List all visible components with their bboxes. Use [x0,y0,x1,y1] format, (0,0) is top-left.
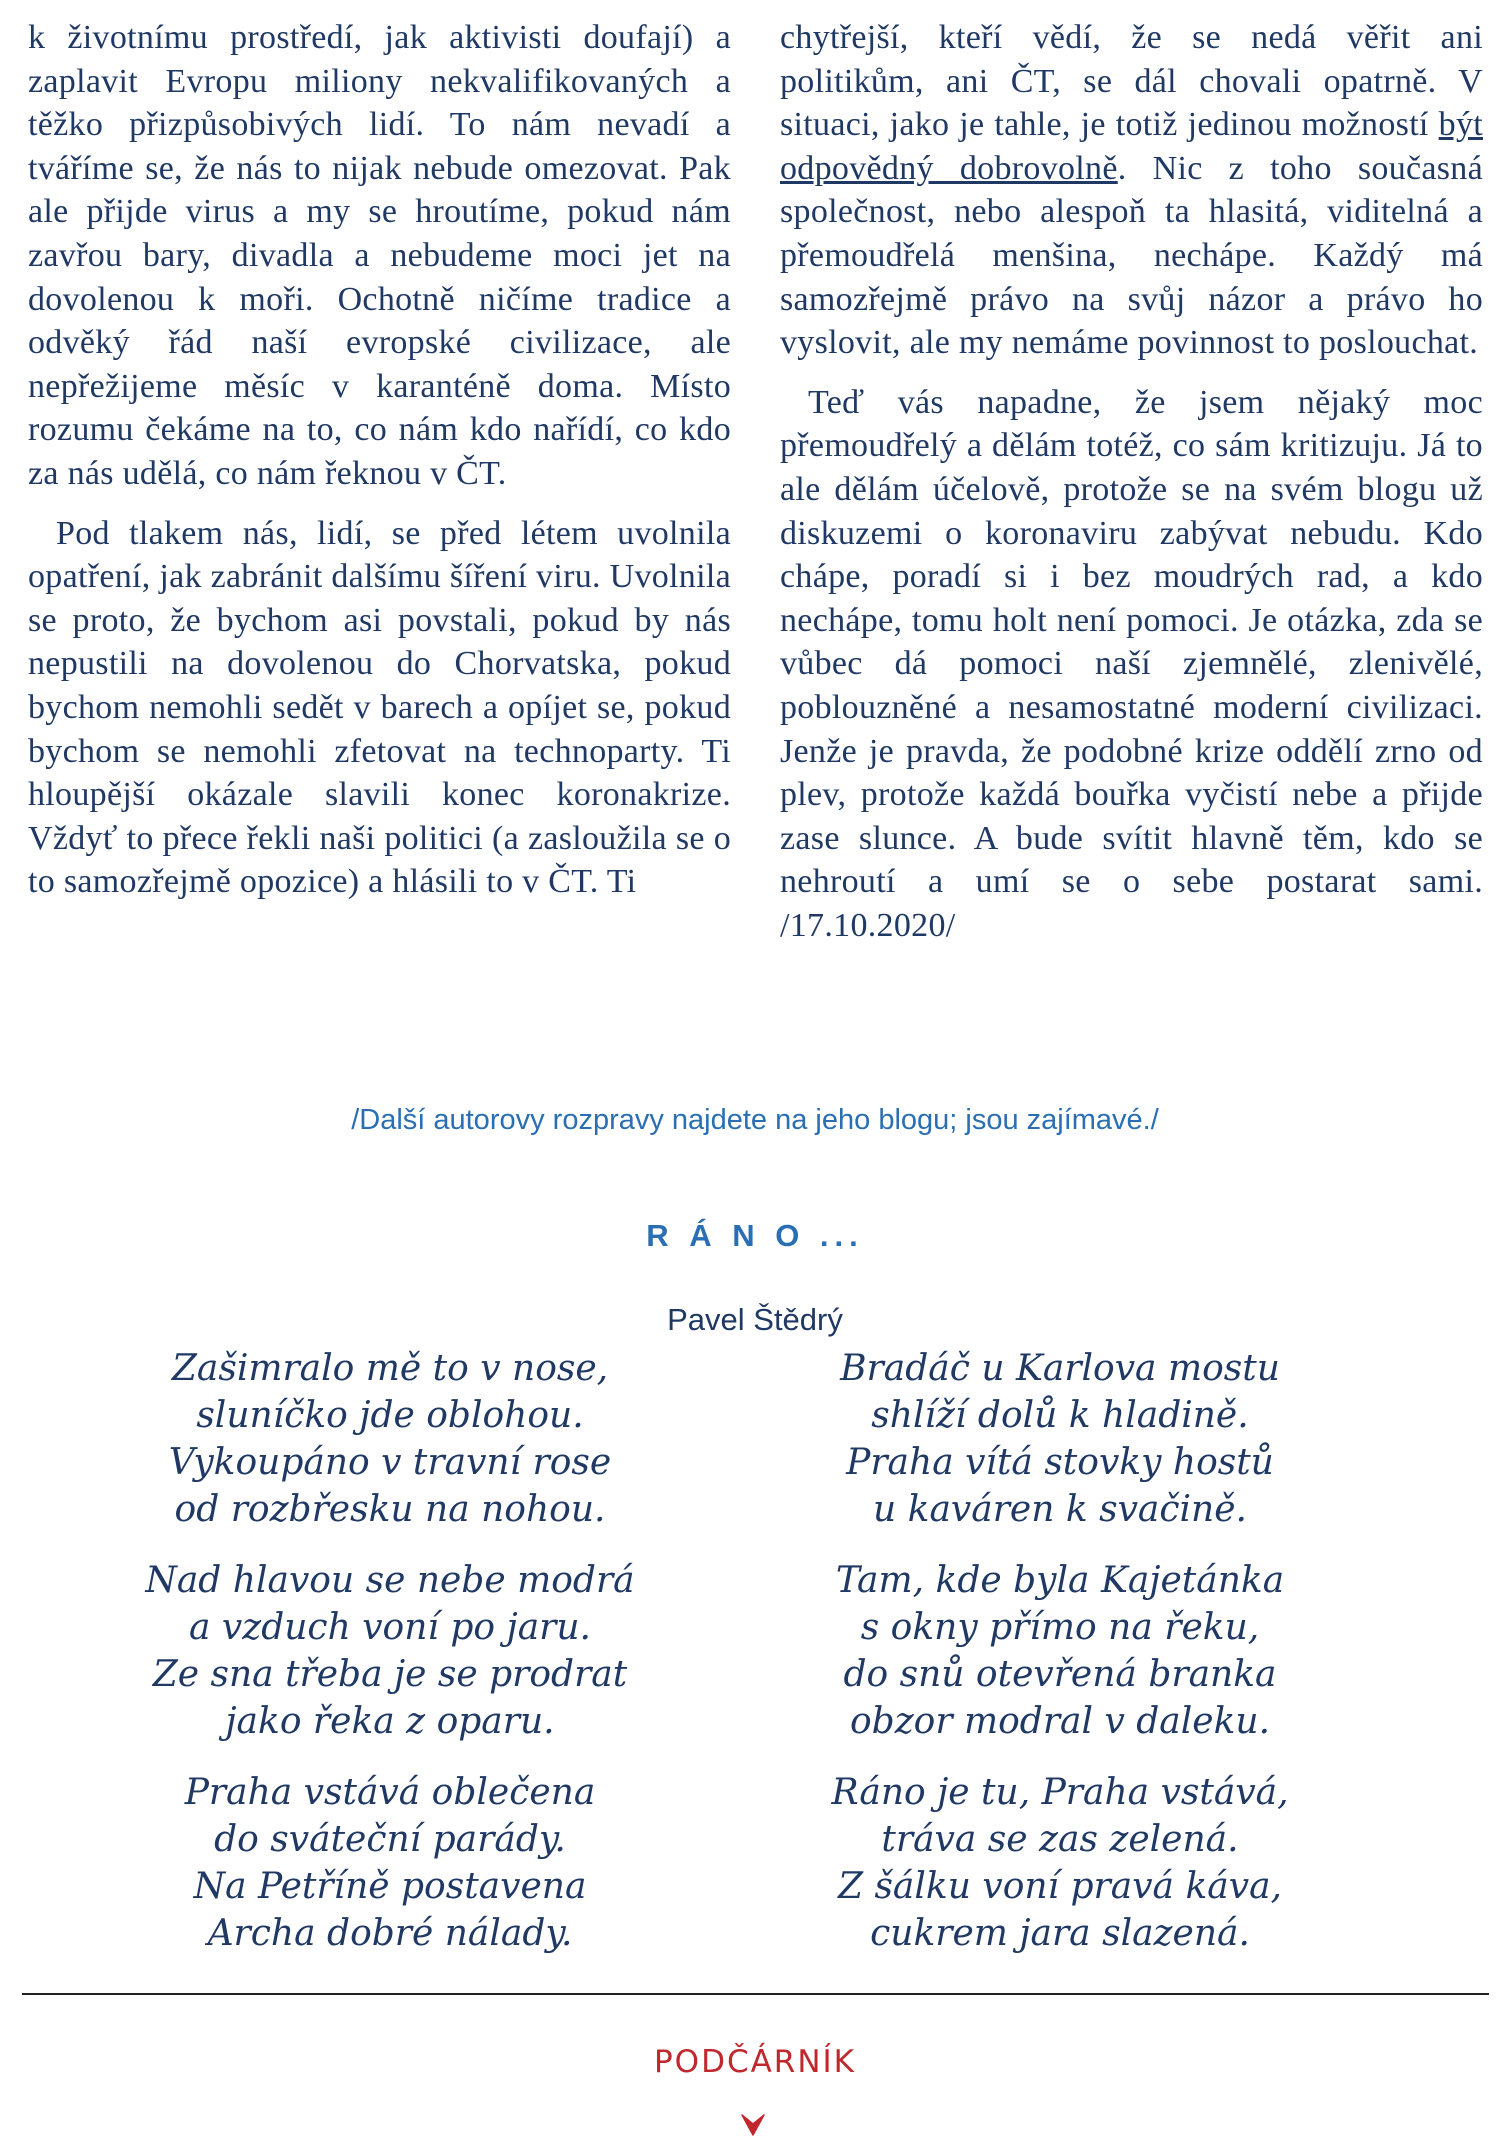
poem-line: Zašimralo mě to v nose, [171,1348,609,1389]
poem-stanza [780,1345,1340,1533]
poem-line: Na Petříně postavena [193,1866,587,1907]
poem-line: Ze sna třeba je se prodrat [152,1654,628,1695]
poem-line: Bradáč u Karlova mostu [840,1348,1280,1389]
poem-line: jako řeka z oparu. [225,1701,555,1742]
poem-stanza [780,1769,1340,1957]
article-paragraph [780,16,1483,365]
poem-stanza [110,1557,670,1745]
article-column-right [780,16,1483,947]
poem-line: Ráno je tu, Praha vstává, [831,1772,1289,1813]
poem-stanza [110,1345,670,1533]
chevron-down-icon [738,2110,768,2140]
article-text: chytřejší, kteří vědí, že se nedá věřit ani politikům, ani ČT, se dál chovali opatrně. V situaci, jako je tahle, je totiž jedinou možností [780,19,1483,144]
poem-line: u kaváren k svačině. [873,1489,1247,1530]
poem-line: Nad hlavou se nebe modrá [145,1560,635,1601]
poem-line: Praha vstává oblečena [184,1772,596,1813]
poem-line: Praha vítá stovky hostů [846,1442,1274,1483]
poem-title: R Á N O ... [646,1218,864,1253]
poem-line: shlíží dolů k hladině. [871,1395,1249,1436]
poem-stanza [110,1769,670,1957]
poem-stanza [780,1557,1340,1745]
poem-line: do sváteční parády. [214,1819,566,1860]
article-paragraph: Pod tlakem nás, lidí, se před létem uvolnila opatření, jak zabránit dalšímu šíření viru. Uvolnila se proto, že bychom asi povstali, pokud by nás nepustili na dovolenou do Chorvatska, pokud bychom nemohli sedět v barech a opíjet se, pokud bychom se nemohli zfetovat na technoparty. Ti hloupější okázale slavili konec koronakrize. Vždyť to přece řekli naši politici (a zasloužila se o to samozřejmě opozice) a hlásili to v ČT. Ti [28,514,731,901]
blog-note: /Další autorovy rozpravy najdete na jeho blogu; jsou zajímavé./ [351,1104,1159,1136]
poem-line: od rozbřesku na nohou. [174,1489,606,1530]
poem-column-left [110,1345,670,1981]
poem-line: cukrem jara slazená. [870,1913,1250,1954]
poem-column-right [780,1345,1340,1981]
poem-line: Vykoupáno v travní rose [168,1442,612,1483]
underlined-phrase: být odpovědný dobrovolně [780,106,1483,187]
article-paragraph: k životnímu prostředí, jak aktivisti doufají) a zaplavit Evropu miliony nekvalifikovaných a těžko přizpůsobivých lidí. To nám nevadí a tváříme se, že nás to nijak nebude omezovat. Pak ale přijde virus a my se hroutíme, pokud nám zavřou bary, divadla a nebudeme moci jet na dovolenou k moři. Ochotně ničíme tradice a odvěký řád naší evropské civilizace, ale nepřežijeme měsíc v karanténě doma. Místo rozumu čekáme na to, co nám kdo nařídí, co kdo za nás udělá, co nám řeknou v ČT. [28,19,731,492]
poem-line: s okny přímo na řeku, [860,1607,1260,1648]
poem-line: Z šálku voní pravá káva, [838,1866,1282,1907]
horizontal-divider [22,1993,1489,1995]
article-column-left [28,16,731,904]
poem-line: do snů otevřená branka [843,1654,1277,1695]
poem-line: a vzduch voní po jaru. [188,1607,591,1648]
poem-author: Pavel Štědrý [667,1302,843,1337]
poem-line: tráva se zas zelená. [881,1819,1239,1860]
poem-line: obzor modral v daleku. [849,1701,1271,1742]
article-text: . Nic z toho současná společnost, nebo alespoň ta hlasitá, viditelná a přemoudřelá menšina, nechápe. Každý má samozřejmě právo na svůj názor a právo ho vyslovit, ale my nemáme povinnost to poslouchat. [780,149,1483,362]
section-title: PODČÁRNÍK [653,2044,857,2080]
article-paragraph: Teď vás napadne, že jsem nějaký moc přemoudřelý a dělám totéž, co sám kritizuju. Já to ale dělám účelově, protože se na svém blogu už diskuzemi o koronaviru zabývat nebudu. Kdo chápe, poradí si i bez moudrých rad, a kdo nechápe, tomu holt není pomoci. Je otázka, zda se vůbec dá pomoci naší zjemnělé, zlenivělé, poblouzněné a nesamostatné moderní civilizaci. Jenže je pravda, že podobné krize oddělí zrno od plev, protože každá bouřka vyčistí nebe a přijde zase slunce. A bude svítit hlavně těm, kdo se nehroutí a umí se o sebe postarat sami. /17.10.2020/ [780,383,1483,944]
poem-line: Tam, kde byla Kajetánka [835,1560,1285,1601]
poem-line: sluníčko jde oblohou. [196,1395,584,1436]
poem-line: Archa dobré nálady. [207,1913,573,1954]
